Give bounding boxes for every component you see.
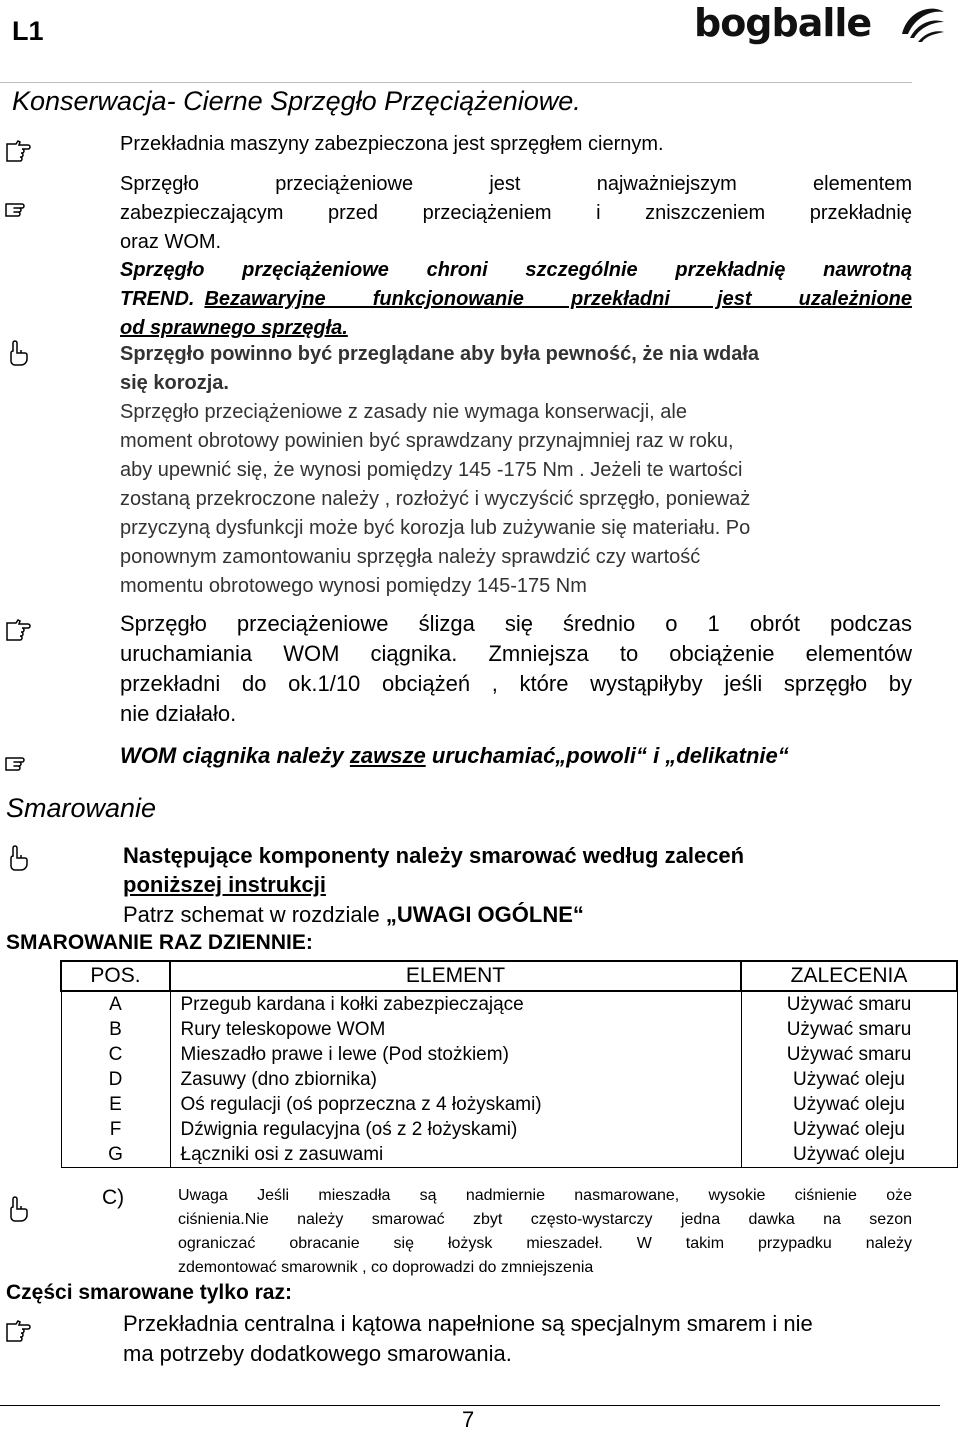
para-maintenance-line4: zostaną przekroczone należy , rozłożyć i wyczyścić sprzęgło, ponieważ	[120, 488, 751, 510]
para-overload-clutch-line1: Sprzęgło przeciążeniowe jest najważniejszym elementem	[120, 173, 912, 195]
bogballe-logo	[692, 2, 946, 46]
table-cell-recommendation: Używać oleju	[741, 1117, 957, 1142]
para-maintenance-line7: momentu obrotowego wynosi pomiędzy 145-175 Nm	[120, 575, 587, 597]
table-cell-recommendation: Używać smaru	[741, 1042, 957, 1067]
table-row	[61, 1092, 957, 1117]
daily-lubrication-heading: SMAROWANIE RAZ DZIENNIE:	[6, 931, 313, 954]
once-lubricated-heading: Części smarowane tylko raz:	[6, 1281, 292, 1304]
lubrication-intro-line1	[123, 841, 744, 871]
table-cell-recommendation: Używać oleju	[741, 1142, 957, 1168]
para-slip-line1: Sprzęgło przeciążeniowe ślizga się średnio o 1 obrót podczas	[120, 611, 912, 636]
lubrication-title: Smarowanie	[6, 793, 157, 823]
para-trend-line2-a: TREND.	[120, 288, 195, 310]
table-cell-pos: B	[61, 1017, 170, 1042]
page-number: 7	[462, 1407, 475, 1432]
table-cell-element: Oś regulacji (oś poprzeczna z 4 łożyskami)	[170, 1092, 741, 1117]
table-cell-element: Dźwignia regulacyjna (oś z 2 łożyskami)	[170, 1117, 741, 1142]
lubrication-intro-line2: poniższej instrukcji	[123, 872, 326, 897]
table-cell-recommendation: Używać oleju	[741, 1067, 957, 1092]
hand-attention-icon	[4, 340, 32, 368]
table-cell-element: Łączniki osi z zasuwami	[170, 1142, 741, 1168]
para-trend-line2	[120, 285, 912, 314]
table-header-recommendation: ZALECENIA	[741, 961, 957, 991]
once-lubricated-line1: Przekładnia centralna i kątowa napełnione są specjalnym smarem i nie	[123, 1311, 813, 1336]
para-inspect-line1: Sprzęgło powinno być przeglądane aby była pewność, że nia wdała	[120, 343, 760, 365]
footer-divider	[0, 1405, 940, 1406]
para-overload-clutch-line3: oraz WOM.	[120, 231, 222, 253]
pto-warning-part1: WOM ciągnika należy	[120, 743, 344, 768]
hand-note-icon	[4, 138, 32, 166]
para-maintenance-line6: ponownym zamontowaniu sprzęgła należy sprawdzić czy wartość	[120, 546, 701, 568]
table-row	[61, 1042, 957, 1067]
hand-attention-icon	[4, 845, 32, 873]
agitator-note-line3: ograniczać obracanie się łożysk mieszadeł. W takim przypadku należy	[178, 1235, 912, 1252]
para-trend-line3: od sprawnego sprzęgła.	[120, 317, 348, 339]
table-cell-recommendation: Używać smaru	[741, 991, 957, 1017]
table-cell-pos: G	[61, 1142, 170, 1168]
table-cell-element: Rury teleskopowe WOM	[170, 1017, 741, 1042]
lubrication-table	[60, 960, 958, 1168]
pto-warning	[120, 741, 789, 771]
table-row	[61, 1017, 957, 1042]
agitator-note-line1: Uwaga Jeśli mieszadła są nadmiernie nasmarowane, wysokie ciśnienie oże	[178, 1187, 912, 1204]
table-cell-element: Przegub kardana i kołki zabezpieczające	[170, 991, 741, 1017]
table-row	[61, 1142, 957, 1168]
intro-text: Przekładnia maszyny zabezpieczona jest sprzęgłem ciernym.	[120, 133, 664, 155]
table-cell-pos: F	[61, 1117, 170, 1142]
para-trend-line2-b: Bezawaryjne funkcjonowanie przekładni jest uzależnione	[204, 288, 912, 310]
para-maintenance-line1: Sprzęgło przeciążeniowe z zasady nie wymaga konserwacji, ale	[120, 401, 687, 423]
table-cell-pos: E	[61, 1092, 170, 1117]
once-lubricated-line2: ma potrzeby dodatkowego smarowania.	[123, 1341, 512, 1366]
pto-warning-part3: uruchamiać„powoli“ i „delikatnie“	[431, 743, 789, 768]
hand-point-icon	[4, 194, 32, 222]
agitator-note-line2: ciśnienia.Nie należy smarować zbyt często-wystarczy jedna dawka na sezon	[178, 1211, 912, 1228]
table-row	[61, 1067, 957, 1092]
para-trend-line1: Sprzęgło przęciążeniowe chroni szczególnie przekładnię nawrotną	[120, 259, 912, 281]
para-slip-line4: nie działało.	[120, 701, 237, 726]
lubrication-reference-chapter: „UWAGI OGÓLNE“	[385, 902, 584, 927]
page-title: Konserwacja- Cierne Sprzęgło Przęciążeniowe.	[12, 86, 581, 116]
lubrication-reference-prefix: Patrz schemat w rozdziale	[123, 902, 380, 927]
hand-note-icon	[4, 1318, 32, 1346]
hand-point-icon	[4, 748, 32, 776]
para-overload-clutch-line2: zabezpieczającym przed przeciążeniem i zniszczeniem przekładnię	[120, 202, 912, 224]
table-cell-pos: D	[61, 1067, 170, 1092]
para-inspect-line2: się korozja.	[120, 372, 229, 394]
section-code: L1	[12, 16, 44, 46]
agitator-note	[178, 1184, 912, 1280]
para-maintenance-line2: moment obrotowy powinien być sprawdzany przynajmniej raz w roku,	[120, 430, 734, 452]
lubrication-intro-text: Następujące komponenty należy smarować według zaleceń	[123, 843, 745, 868]
para-slip-line3: przekładni do ok.1/10 obciążeń , które wystąpiłyby jeśli sprzęgło by	[120, 671, 912, 696]
table-cell-recommendation: Używać oleju	[741, 1092, 957, 1117]
hand-note-icon	[4, 617, 32, 645]
note-label: C)	[102, 1186, 125, 1209]
table-cell-pos: A	[61, 991, 170, 1017]
para-maintenance-line3: aby upewnić się, że wynosi pomiędzy 145 -175 Nm . Jeżeli te wartości	[120, 459, 743, 481]
hand-attention-icon	[4, 1196, 32, 1224]
table-cell-element: Zasuwy (dno zbiornika)	[170, 1067, 741, 1092]
svg-text:bogballe: bogballe	[694, 2, 872, 45]
table-cell-recommendation: Używać smaru	[741, 1017, 957, 1042]
para-slip-line2: uruchamiania WOM ciągnika. Zmniejsza to obciążenie elementów	[120, 641, 912, 666]
table-cell-element: Mieszadło prawe i lewe (Pod stożkiem)	[170, 1042, 741, 1067]
table-header-pos: POS.	[61, 961, 170, 991]
lubrication-reference	[123, 900, 584, 930]
table-row	[61, 991, 957, 1017]
table-header-element: ELEMENT	[170, 961, 741, 991]
table-row	[61, 1117, 957, 1142]
pto-warning-always: zawsze	[349, 743, 426, 768]
agitator-note-line4: zdemontować smarownik , co doprowadzi do zmniejszenia	[178, 1259, 594, 1276]
header-divider	[0, 82, 912, 83]
table-cell-pos: C	[61, 1042, 170, 1067]
para-maintenance-line5: przyczyną dysfunkcji może być korozja lub zużywanie się materiału. Po	[120, 517, 751, 539]
